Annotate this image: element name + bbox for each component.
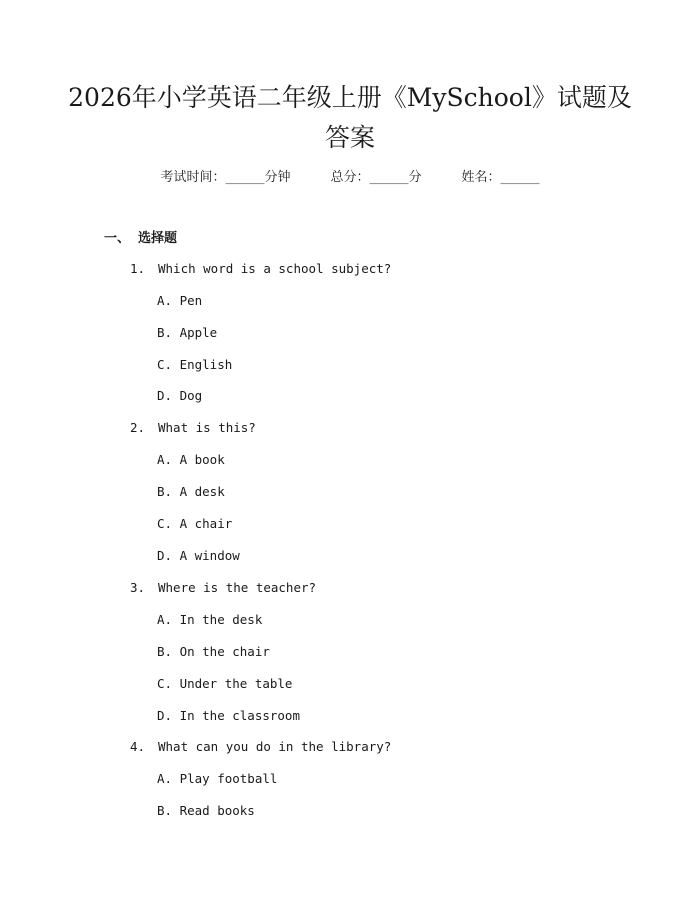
exam-time-blank: ______ xyxy=(225,170,265,185)
question-number: 1. xyxy=(130,261,146,276)
question-1 xyxy=(130,260,391,278)
question-2 xyxy=(130,419,256,437)
question-text: Which word is a school subject? xyxy=(158,261,392,276)
section-number: 一、 xyxy=(104,231,131,246)
question-4 xyxy=(130,738,391,756)
question-number: 4. xyxy=(130,739,146,754)
question-4-option-a: A. Play football xyxy=(157,771,278,786)
question-text: Where is the teacher? xyxy=(158,580,317,595)
question-1-option-c: C. English xyxy=(157,357,233,372)
section-title: 选择题 xyxy=(138,231,178,246)
total-score-label: 总分： xyxy=(330,170,370,185)
exam-time-unit: 分钟 xyxy=(264,170,291,185)
question-2-option-c: C. A chair xyxy=(157,516,233,531)
name-blank: ______ xyxy=(500,170,540,185)
total-score-unit: 分 xyxy=(408,170,422,185)
question-2-option-b: B. A desk xyxy=(157,484,225,499)
question-3-option-c: C. Under the table xyxy=(157,676,293,691)
question-1-option-b: B. Apple xyxy=(157,325,218,340)
question-text: What can you do in the library? xyxy=(158,739,392,754)
question-1-option-a: A. Pen xyxy=(157,293,203,308)
question-3-option-a: A. In the desk xyxy=(157,612,263,627)
exam-info-line xyxy=(0,168,700,188)
question-3-option-b: B. On the chair xyxy=(157,644,270,659)
exam-time-label: 考试时间： xyxy=(160,170,226,185)
total-score-blank: ______ xyxy=(369,170,409,185)
question-3 xyxy=(130,579,316,597)
name-label: 姓名： xyxy=(461,170,501,185)
question-3-option-d: D. In the classroom xyxy=(157,708,300,723)
question-2-option-a: A. A book xyxy=(157,452,225,467)
question-1-option-d: D. Dog xyxy=(157,388,203,403)
page-title: 2026年小学英语二年级上册《MySchool》试题及答案 xyxy=(68,83,632,152)
question-text: What is this? xyxy=(158,420,256,435)
question-number: 2. xyxy=(130,420,146,435)
section-heading xyxy=(104,230,177,248)
question-4-option-b: B. Read books xyxy=(157,803,255,818)
question-2-option-d: D. A window xyxy=(157,548,240,563)
question-number: 3. xyxy=(130,580,146,595)
